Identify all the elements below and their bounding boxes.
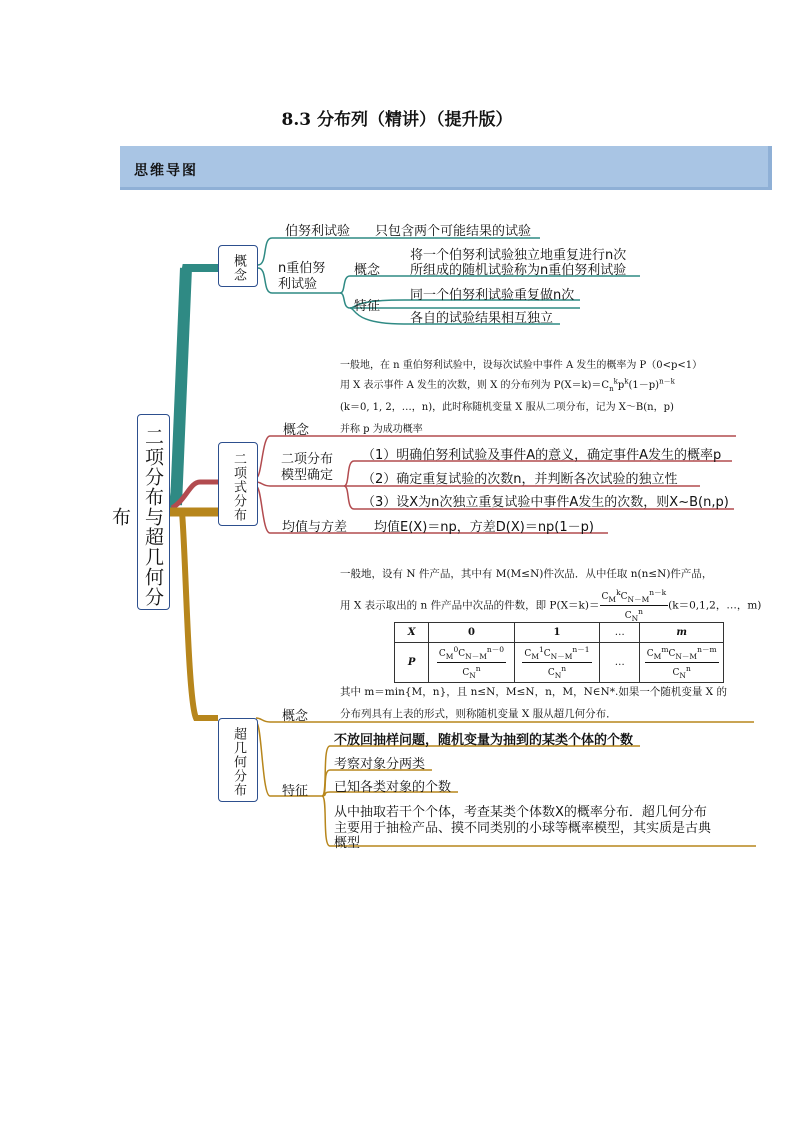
- label-s2-concept: 概念: [283, 423, 310, 438]
- s3-feature-3: 已知各类对象的个数: [334, 780, 452, 795]
- label-s1-concept: 概念: [354, 263, 381, 278]
- s1-concept-line1: 将一个伯努利试验独立地重复进行n次: [410, 248, 627, 263]
- binomial-note-1: 一般地，在 n 重伯努利试验中，设每次试验中事件 A 发生的概率为 P（0<p<1）: [340, 360, 703, 371]
- s1-concept-line2: 所组成的随机试验称为n重伯努利试验: [410, 263, 627, 278]
- root-label: 二项分布与超几何分布: [109, 427, 164, 607]
- node-hypergeometric: 超几何分布: [218, 718, 258, 802]
- label-mean-var: 均值与方差: [282, 520, 348, 535]
- s3-feature-2: 考察对象分两类: [334, 757, 426, 772]
- label-n-bernoulli: n重伯努利试验: [278, 261, 326, 292]
- s3-feature-4-line1: 从中抽取若干个个体，考查某类个体数X的概率分布．超几何分布: [334, 805, 707, 820]
- label-bernoulli-def: 只包含两个可能结果的试验: [375, 224, 532, 239]
- table-header-x: X: [395, 623, 429, 643]
- s1-feature-2: 各自的试验结果相互独立: [410, 311, 554, 326]
- branch-line-1b: [176, 268, 186, 505]
- table-header-0: 0: [429, 623, 515, 643]
- binomial-note-2: 用 X 表示事件 A 发生的次数，则 X 的分布列为 $P(X=k)=C_n^kp^k(1-p)^{n-k}$: [340, 377, 675, 393]
- banner-label: 思维导图: [134, 163, 198, 179]
- model-step-2: （2）确定重复试验的次数n，并判断各次试验的独立性: [362, 472, 678, 487]
- table-header-1: 1: [514, 623, 600, 643]
- label-bernoulli: 伯努利试验: [285, 224, 351, 239]
- hyper-table: [394, 622, 724, 683]
- branch-line-3b: [182, 512, 218, 718]
- table-cell-m: $\frac{C_M^mC_{N-M}^{n-m}}{C_N^n}$: [640, 643, 724, 683]
- table-cell-dots: …: [600, 643, 640, 683]
- table-header-dots: …: [600, 623, 640, 643]
- hyper-note-3: 其中 m＝min{M，n}，且 n≤N，M≤N，n，M，N∈N*.如果一个随机变量 X 的: [340, 686, 727, 698]
- hyper-note-1: 一般地，设有 N 件产品，其中有 M(M≤N)件次品．从中任取 n(n≤N)件产品，: [340, 568, 713, 580]
- hyper-note-4: 分布列具有上表的形式，则称随机变量 X 服从超几何分布．: [340, 708, 617, 720]
- table-cell-1: $\frac{C_M^1C_{N-M}^{n-1}}{C_N^n}$: [514, 643, 600, 683]
- hyper-fraction: $\frac{C_M^kC_{N-M}^{n-k}}{C_N^n}$: [601, 588, 667, 623]
- node-concept: 概念: [218, 245, 258, 287]
- s3-feature-4-line2: 主要用于抽检产品、摸不同类别的小球等概率模型，其实质是古典: [334, 821, 712, 836]
- label-s3-feature: 特征: [282, 784, 309, 799]
- label-s3-concept: 概念: [282, 709, 309, 724]
- model-step-3: （3）设X为n次独立重复试验中事件A发生的次数，则X~B(n,p): [362, 495, 729, 510]
- hyper-note-2: 用 X 表示取出的 n 件产品中次品的件数，即 P(X＝k)＝ $\frac{C_M^kC_{N-M}^{n-k}}{C_N^n}$ (k＝0,1,2，…，m): [340, 588, 762, 623]
- mean-var-def: 均值E(X)＝np，方差D(X)＝np(1－p): [374, 520, 594, 535]
- binomial-note-4: 并称 p 为成功概率: [340, 424, 423, 435]
- page-title: 8.3 分布列（精讲）（提升版）: [281, 110, 513, 130]
- s3-feature-4-line3: 概型: [334, 836, 361, 851]
- model-step-1: （1）明确伯努利试验及事件A的意义，确定事件A发生的概率p: [362, 448, 722, 463]
- node-binomial: 二项式分布: [218, 442, 258, 526]
- label-s1-feature: 特征: [354, 299, 381, 314]
- s1-feature-1: 同一个伯努利试验重复做n次: [410, 288, 575, 303]
- table-header-m: m: [640, 623, 724, 643]
- table-cell-0: $\frac{C_M^0C_{N-M}^{n-0}}{C_N^n}$: [429, 643, 515, 683]
- label-model: 二项分布模型确定: [281, 452, 334, 483]
- root-node: [109, 414, 170, 610]
- binomial-note-3: (k＝0, 1, 2，…，n)，此时称随机变量 X 服从二项分布，记为 X～B(n，p): [340, 402, 674, 413]
- s3-feature-1: 不放回抽样问题，随机变量为抽到的某类个体的个数: [334, 733, 634, 748]
- table-row-p: P: [395, 643, 429, 683]
